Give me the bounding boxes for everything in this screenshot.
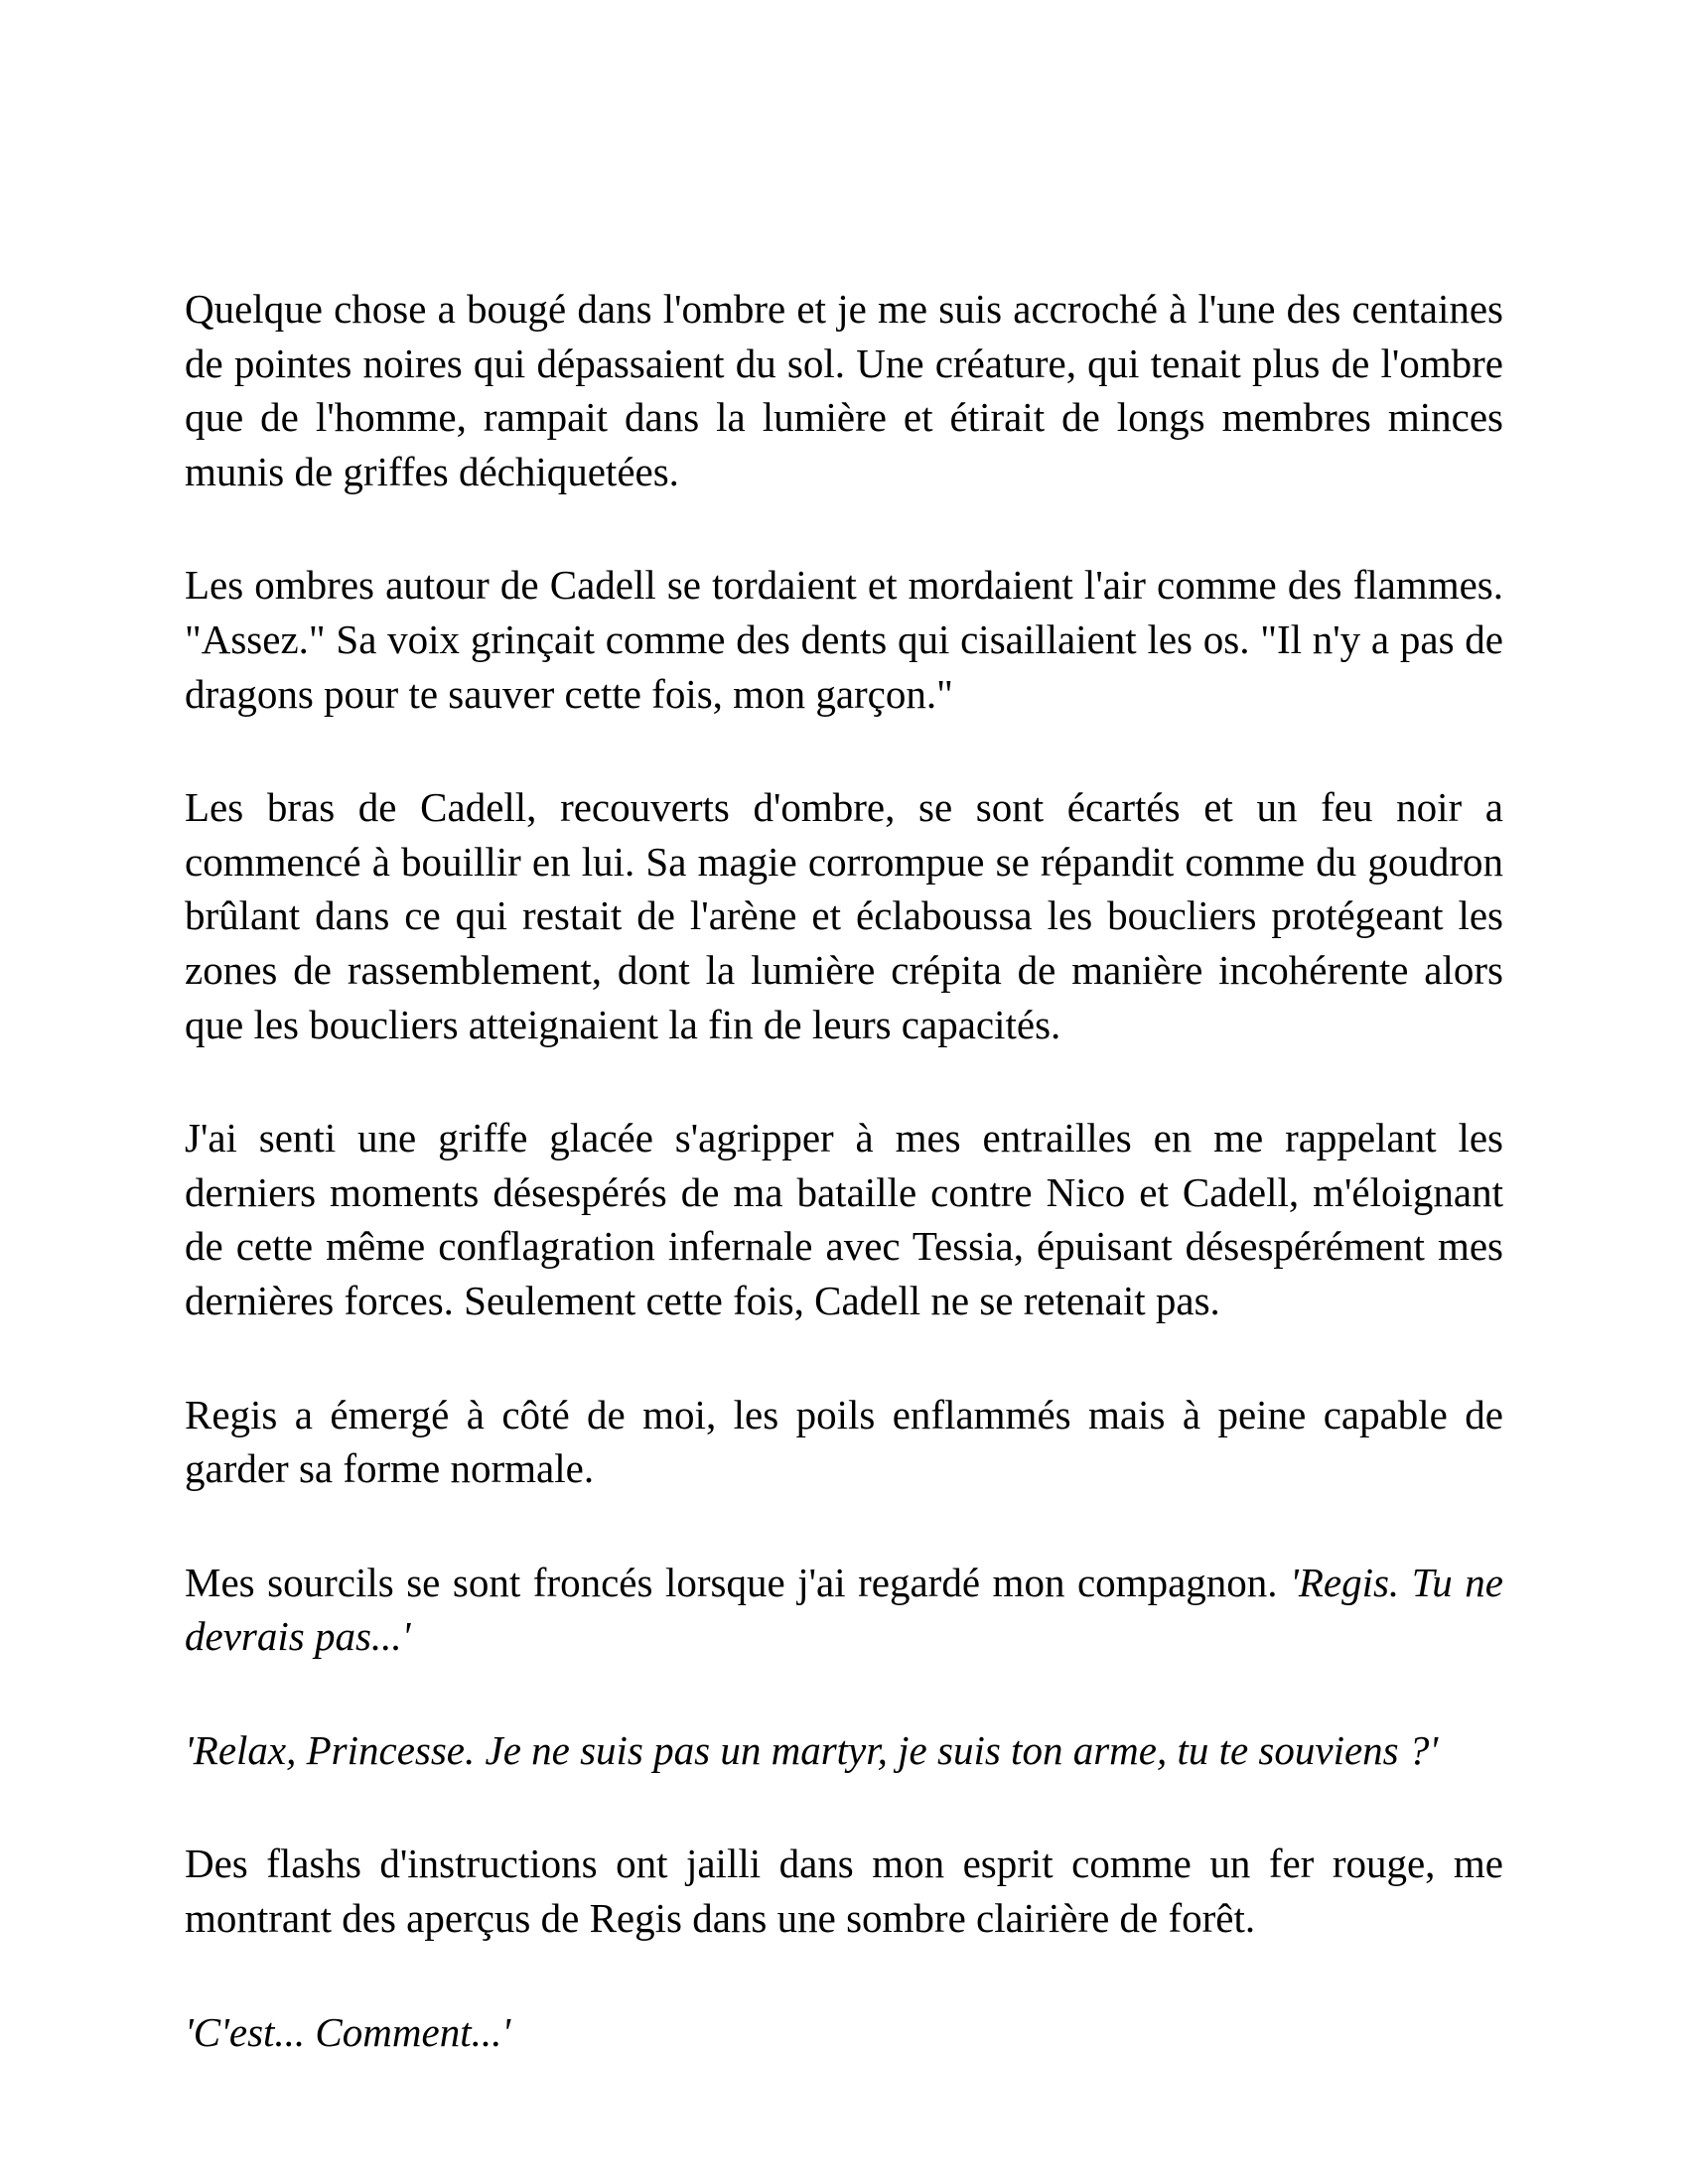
- paragraph: [185, 1111, 1503, 1327]
- text-run: Quelque chose a bougé dans l'ombre et je me suis accroché à l'une des centaines de pointes noires qui dépassaient du sol. Une créature, qui tenait plus de l'ombre que de l'homme, rampait dans la lumière et étirait de longs membres minces munis de griffes déchiquetées.: [185, 286, 1503, 494]
- text-run-italic: 'Relax, Princesse. Je ne suis pas un martyr, je suis ton arme, tu te souviens ?': [185, 1726, 1439, 1773]
- paragraph: [185, 558, 1503, 721]
- text-run: Des flashs d'instructions ont jailli dans mon esprit comme un fer rouge, me montrant des aperçus de Regis dans une sombre clairière de forêt.: [185, 1841, 1503, 1942]
- text-run: Les bras de Cadell, recouverts d'ombre, se sont écartés et un feu noir a commencé à bouillir en lui. Sa magie corrompue se répandit comme du goudron brûlant dans ce qui restait de l'arène et éclaboussa les boucliers protégeant les zones de rassemblement, dont la lumière crépita de manière incohérente alors que les boucliers atteignaient la fin de leurs capacités.: [185, 784, 1503, 1047]
- paragraph: [185, 1723, 1503, 1778]
- text-run-italic: 'Regis. Tu ne devrais pas...': [185, 1559, 1503, 1660]
- paragraph: [185, 282, 1503, 498]
- text-run: J'ai senti une griffe glacée s'agripper à mes entrailles en me rappelant les derniers moments désespérés de ma bataille contre Nico et Cadell, m'éloignant de cette même conflagration infernale avec Tessia, épuisant désespérément mes dernières forces. Seulement cette fois, Cadell ne se retenait pas.: [185, 1115, 1503, 1323]
- paragraph: [185, 1837, 1503, 1945]
- paragraph: [185, 1556, 1503, 1664]
- paragraph: [185, 1388, 1503, 1496]
- text-run: Mes sourcils se sont froncés lorsque j'ai regardé mon compagnon.: [185, 1559, 1291, 1605]
- text-run: Regis a émergé à côté de moi, les poils enflammés mais à peine capable de garder sa forme normale.: [185, 1391, 1503, 1492]
- paragraph: [185, 780, 1503, 1051]
- text-column: [185, 282, 1503, 2059]
- text-run-italic: 'C'est... Comment...': [185, 2008, 511, 2055]
- text-run: Les ombres autour de Cadell se tordaient et mordaient l'air comme des flammes. "Assez." Sa voix grinçait comme des dents qui cisaillaient les os. "Il n'y a pas de dragons pour te sauver cette fois, mon garçon.": [185, 562, 1503, 717]
- paragraph: [185, 2005, 1503, 2060]
